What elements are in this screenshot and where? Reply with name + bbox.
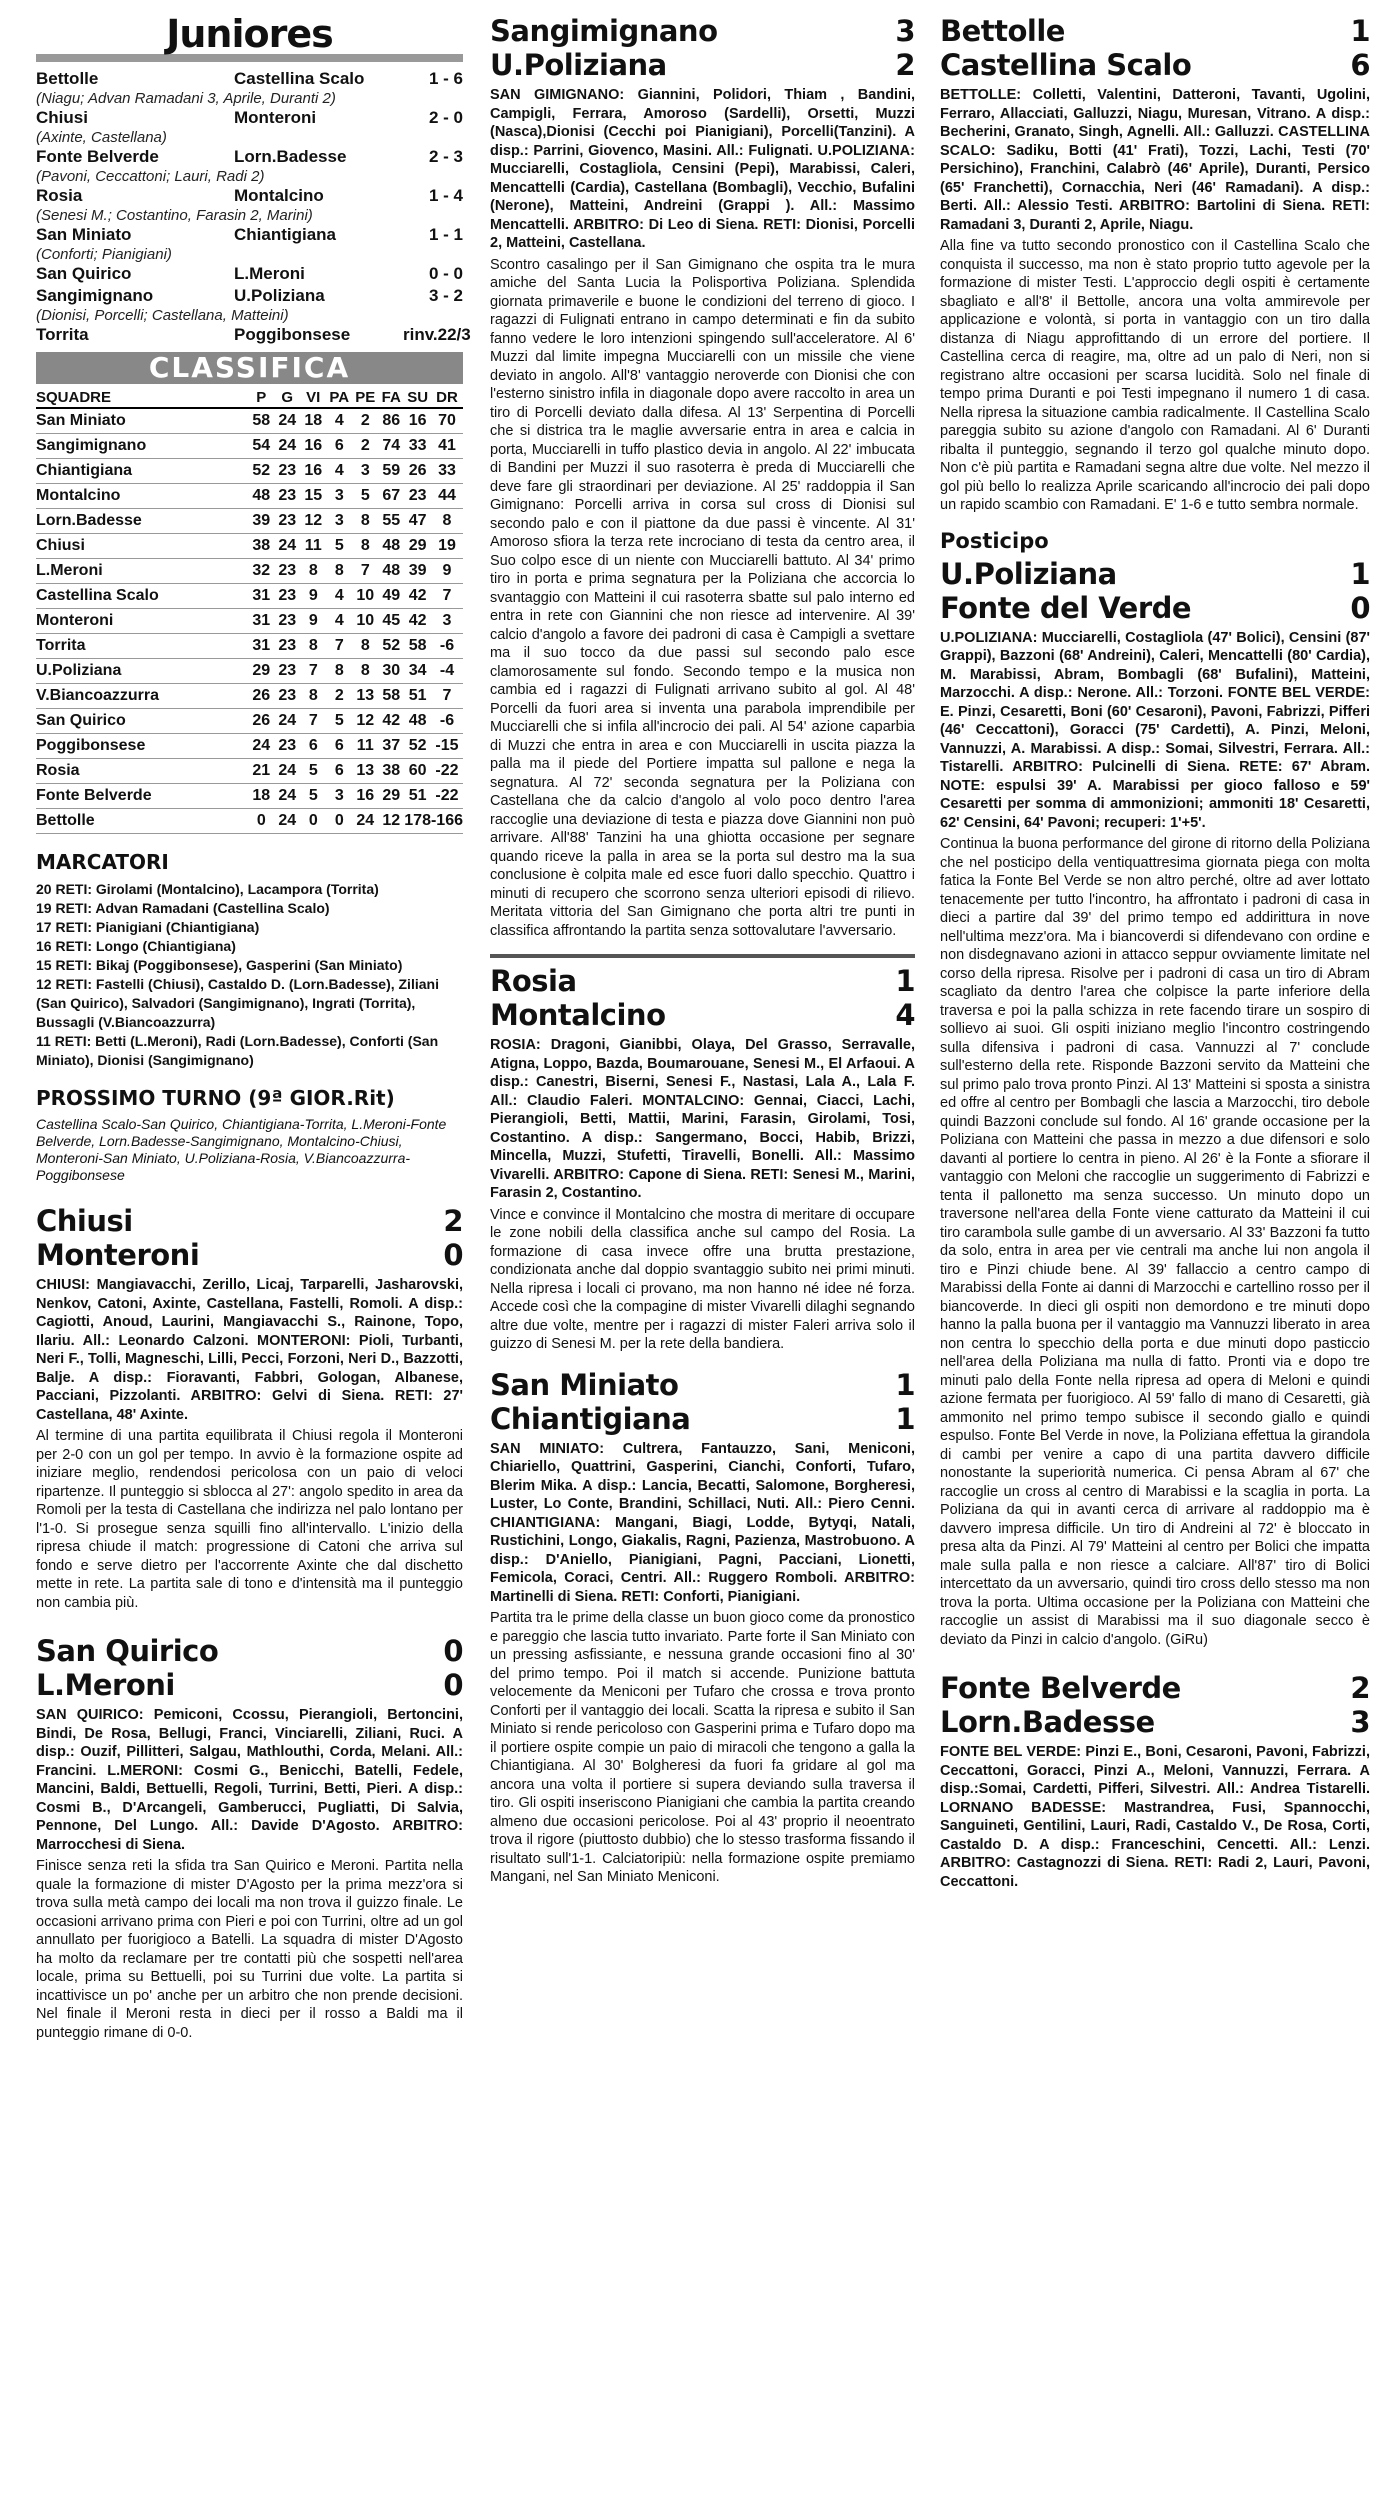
result-home: Sangimignano [36,286,154,305]
column-header: SQUADRE [36,388,248,408]
scorer-line: 15 RETI: Bikaj (Poggibonsese), Gasperini (San Miniato) [36,957,403,973]
stat-cell: 49 [378,584,404,609]
team-name: U.Poliziana [36,659,248,684]
table-row [36,759,463,784]
team-name: Bettolle [36,809,248,834]
stat-cell: 23 [274,484,300,509]
stat-cell: 59 [378,459,404,484]
match-fontebelverde [940,1671,1370,1891]
standings-table [36,388,463,834]
stat-cell: 51 [404,784,431,809]
stat-cell: 5 [300,759,326,784]
divider [490,954,915,958]
stat-cell: 16 [300,459,326,484]
stat-cell: 44 [431,484,463,509]
stat-cell: 9 [300,584,326,609]
table-row [36,684,463,709]
stat-cell: 18 [248,784,274,809]
stat-cell: 29 [378,784,404,809]
stat-cell: 10 [352,584,378,609]
result-away: Castellina Scalo [234,69,365,88]
stat-cell: 39 [404,559,431,584]
team-name: Chiusi [36,534,248,559]
stat-cell: 24 [274,534,300,559]
stat-cell: 5 [352,484,378,509]
away-team: Lorn.Badesse [940,1705,1155,1739]
scorer-line: 20 RETI: Girolami (Montalcino), Lacampora (Torrita) [36,881,379,897]
stat-cell: 12 [378,809,404,834]
turno-title: PROSSIMO TURNO (9ª GIOR.Rit) [36,1086,395,1110]
stat-cell: 13 [352,759,378,784]
stat-cell: 58 [404,634,431,659]
home-team: Chiusi [36,1204,133,1238]
scorer-line: 12 RETI: Fastelli (Chiusi), Castaldo D. (Lorn.Badesse), Ziliani (San Quirico), Salvadori (Sangimignano), Ingrati (Torrita), Bussagli (V.Biancoazzurra) [36,976,439,1030]
column-header: P [248,388,274,408]
stat-cell: 26 [248,684,274,709]
away-score: 6 [1350,48,1370,82]
lineups: CHIUSI: Mangiavacchi, Zerillo, Licaj, Tarparelli, Jasharovski, Nenkov, Catoni, Axinte, Castellana, Fastelli, Romoli. A disp.: Cagiotti, Anoud, Laurini, Mangiavacchi S., Rainone, Topo, Ilariu. All.: Leonardo Calzoni. MONTERONI: Pioli, Turbanti, Neri F., Tolli, Magneschi, Lilli, Pecci, Forzoni, Neri D., Bazzotti, Balje. A disp.: Fioravanti, Fabbri, Gologan, Albanese, Pacciani, Pizzolanti. ARBITRO: Gelvi di Siena. RETI: 27' Castellana, 48' Axinte. [36,1277,463,1423]
stat-cell: 3 [326,484,352,509]
stat-cell: 23 [404,484,431,509]
results-list [36,68,471,346]
result-home: San Miniato [36,225,132,244]
result-row [36,185,463,207]
stat-cell: 37 [378,734,404,759]
stat-cell: 52 [248,459,274,484]
home-score: 1 [1350,14,1370,48]
stat-cell: 48 [404,709,431,734]
stat-cell: 38 [378,759,404,784]
result-score: 2 - 3 [428,147,463,166]
stat-cell: 23 [274,634,300,659]
home-score: 1 [895,1367,915,1402]
match-report: Alla fine va tutto secondo pronostico con il Castellina Scalo che conquista il successo, ma non è stato proprio tutto agevole per la formazione di mister Testi. L'approccio degli ospiti è certamente sbagliato e all'8' il Bettolle, ancora una volta ammirevole per applicazione e volontà, si porta in vantaggio con un tiro dalla distanza di Niagu approfittando di un errore del portiere. Il Castellina cerca di reagire, ma, oltre ad un palo di Neri, non si registrano altre occasioni per scarsa lucidità. Solo nel finale di tempo prima Duranti e poi Testi impegnano il numero 1 di casa. Nella ripresa la situazione cambia radicalmente. Il Castellina Scalo pareggia subito su azione d'angolo con Ramadani. Al 6' Duranti ribalta il punteggio, segnando il terzo gol qualche minuto dopo. Non c'è più partita e Ramadani segna altre due volte. Nel mezzo il gol più bello lo realizza Aprile scaricando all'incrocio dei pali dopo un rapido scambio con Ramadani. E' 1-6 e tutto sembra normale. [940,238,1370,513]
column-left [36,12,471,2042]
away-score: 0 [443,1238,463,1272]
stat-cell: 24 [274,809,300,834]
result-row [36,224,463,246]
stat-cell: 8 [300,634,326,659]
result-score: 3 - 2 [428,286,463,305]
stat-cell: 41 [431,434,463,459]
match-poliziana [940,557,1370,1650]
match-chiusi [36,1204,463,1612]
stat-cell: -22 [431,759,463,784]
stat-cell: 12 [300,509,326,534]
team-name: Poggibonsese [36,734,248,759]
classifica-title: CLASSIFICA [36,352,463,384]
result-home: Fonte Belverde [36,147,159,166]
stat-cell: 6 [300,734,326,759]
away-team: L.Meroni [36,1668,175,1702]
result-row [36,146,463,168]
stat-cell: 31 [248,584,274,609]
result-score: 1 - 6 [428,69,463,88]
result-row [36,285,463,307]
stat-cell: -166 [431,809,463,834]
stat-cell: 24 [352,809,378,834]
stat-cell: 23 [274,659,300,684]
result-away: U.Poliziana [234,286,325,305]
stat-cell: 8 [300,559,326,584]
lineups: ROSIA: Dragoni, Gianibbi, Olaya, Del Grasso, Serravalle, Atigna, Loppo, Bazda, Boumarouane, Senesi M., El Arfaoui. A disp.: Canestri, Biserni, Senesi F., Nastasi, Lala A., Lala F. All.: Claudio Faleri. MONTALCINO: Gennai, Ciacci, Lachi, Pierangioli, Betti, Mattii, Marini, Farasin, Girolami, Tosi, Costantino. A disp.: Sangermano, Bocci, Habib, Brizzi, Mincella, Muzzi, Stufetti, Tiravelli, Bonelli. All.: Massimo Vivarelli. ARBITRO: Capone di Siena. RETI: Senesi M., Marini, Farasin 2, Costantino. [490,1037,915,1201]
home-score: 3 [895,14,915,48]
team-name: Lorn.Badesse [36,509,248,534]
table-row [36,484,463,509]
stat-cell: 6 [326,434,352,459]
stat-cell: 10 [352,609,378,634]
stat-cell: 58 [378,684,404,709]
stat-cell: 29 [404,534,431,559]
stat-cell: 0 [326,809,352,834]
home-score: 2 [443,1204,463,1238]
away-team: Castellina Scalo [940,48,1192,82]
lineups: SAN GIMIGNANO: Giannini, Polidori, Thiam , Bandini, Campigli, Ferrara, Amoroso (Sardelli), Orsetti, Muzzi (Nasca),Dionisi (Cecchi poi Pianigiani), Porcelli(Tanzini). A disp.: Parrini, Giovenco, Masini. All.: Fulignati. U.POLIZIANA: Mucciarelli, Costagliola, Censini (Pepi), Marabissi, Caleri, Mencattelli (Cardia), Castellana (Bombagli), Vecchio, Bufalini (Nerone), Matteini, Andreini (Grappi ). All.: Massimo Mencattelli. ARBITRO: Di Leo di Siena. RETI: Dionisi, Porcelli 2, Matteini, Castellana. [490,87,915,251]
stat-cell: 34 [404,659,431,684]
stat-cell: 74 [378,434,404,459]
table-row [36,734,463,759]
lineups: U.POLIZIANA: Mucciarelli, Costagliola (47' Bolici), Censini (87' Grappi), Bazzoni (68' Andreini), Caleri, Mencattelli (80' Cardia), M. Marabissi, Abram, Bombagli (68' Bufalini), Matteini, Marzocchi. A disp.: Nerone. All.: Torzoni. FONTE BEL VERDE: E. Pinzi, Cesaretti, Boni (60' Cesaroni), Pavoni, Fabrizzi, Pifferi (46' Ceccattoni), Goracci (75' Cardetti), A. Pinzi, Meloni, Vannuzzi, A. Marabissi. A disp.: Somai, Silvestri, Ferrara. All.: Tistarelli. ARBITRO: Pulcinelli di Siena. RETE: 67' Abram. NOTE: espulsi 39' A. Marabissi per gioco falloso e 59' Cesaretti per somma di ammonizioni; ammoniti 18' Cesaretti, 62' Censini, 64' Pavoni; recuperi: 1'+5'. [940,629,1370,831]
stat-cell: 4 [326,609,352,634]
match-report: Finisce senza reti la sfida tra San Quirico e Meroni. Partita nella quale la formazione di mister D'Agosto per la prima mezz'ora si trova sulla metà campo dei locali ma non trova il guizzo finale. Le occasioni arrivano prima con Pieri e poi con Turrini, oltre ad un gol annullato per fuorigioco a Batelli. La squadra di mister D'Agosto ha molto da reclamare per tre contatti più che sospetti nell'area locale, prima su Bettuelli, poi su Turrini due volte. La partita si incattivisce un po' anche per un arbitro che non prende decisioni. Nel finale il Meroni resta in dieci per il rosso a Baldi ma il punteggio rimane di 0-0. [36,1858,463,2041]
away-team: Fonte del Verde [940,590,1192,625]
table-row [36,784,463,809]
result-scorers: (Dionisi, Porcelli; Castellana, Matteini) [36,307,289,324]
team-name: Rosia [36,759,248,784]
result-score: 1 - 4 [428,186,463,205]
stat-cell: 7 [352,559,378,584]
stat-cell: 24 [274,759,300,784]
result-row [36,263,463,285]
home-score: 2 [1350,1671,1370,1705]
table-row [36,408,463,434]
stat-cell: 9 [300,609,326,634]
result-scorers: (Senesi M.; Costantino, Farasin 2, Marini) [36,207,313,224]
stat-cell: 9 [431,559,463,584]
stat-cell: 8 [352,509,378,534]
table-row [36,809,463,834]
team-name: Castellina Scalo [36,584,248,609]
table-row [36,584,463,609]
scorer-line: 11 RETI: Betti (L.Meroni), Radi (Lorn.Badesse), Conforti (San Miniato), Dionisi (Sangimignano) [36,1033,439,1068]
stat-cell: 11 [300,534,326,559]
stat-cell: 4 [326,584,352,609]
column-header: DR [431,388,463,408]
turno-text: Castellina Scalo-San Quirico, Chiantigiana-Torrita, L.Meroni-Fonte Belverde, Lorn.Badesse-Sangimignano, Montalcino-Chiusi, Monteroni-San Miniato, U.Poliziana-Rosia, V.Biancoazzurra-Poggibonsese [36,1116,447,1183]
stat-cell: 15 [300,484,326,509]
result-row [36,107,463,129]
team-name: Sangimignano [36,434,248,459]
result-home: San Quirico [36,264,132,283]
away-score: 1 [895,1401,915,1436]
stat-cell: 24 [274,709,300,734]
column-header: G [274,388,300,408]
stat-cell: 48 [248,484,274,509]
stat-cell: 55 [378,509,404,534]
stat-cell: 33 [431,459,463,484]
scorer-line: 19 RETI: Advan Ramadani (Castellina Scalo) [36,900,330,916]
away-team: Chiantigiana [490,1401,691,1436]
away-score: 4 [895,998,915,1032]
stat-cell: 26 [404,459,431,484]
team-name: San Quirico [36,709,248,734]
stat-cell: 16 [352,784,378,809]
result-score: 1 - 1 [428,225,463,244]
stat-cell: 24 [274,434,300,459]
stat-cell: 70 [431,408,463,434]
stat-cell: 7 [431,684,463,709]
stat-cell: 0 [248,809,274,834]
table-row [36,509,463,534]
match-report: Scontro casalingo per il San Gimignano che ospita tra le mura amiche del Santa Lucia la Polisportiva Poliziana. Splendida giornata primaverile e buone le condizioni del terreno di gioco. I ragazzi di Fulignati entrano in campo determinati e fin da subito fanno vedere le loro intenzioni spingendo sull'acceleratore. Al 6' Muzzi dal limite impegna Mucciarelli con un missile che viene deviato in angolo. All'8' vantaggio neroverde con Dionisi che con l'esterno sinistro infila in diagonale dopo avere raccolto in area un tiro di Porcelli deviato dalla difesa. Al 13' Serpentina di Porcelli che si districa tra le maglie avversarie entra in area e calcia in porta, Mucciarelli in tuffo plastico devia in angolo. Al 22' imbucata di Bandini per Muzzi il suo rasoterra è preda di Mucciarelli che deve fare gli straordinari per deviazione. Al 25' raddoppia il San Gimignano: Porcelli arriva in corsa sul cross di Dionisi sul secondo palo e con il piattone da due passi è vincente. Al 31' Amoroso sfiora la terza rete incrociano di testa da centro area, il Suo colpo esce di un niente con Mucciarelli battuto. Al 34' primo tiro in porta e prima segnatura per la Poliziana che accorcia lo svantaggio con Matteini il cui rasoterra sbatte sul palo interno ed entra in rete con Giannini che non riesce ad intervenire. Al 39' calcio d'angolo a favore dei padroni di casa è Campigli a svettare ma il suo tocco da due passi sul secondo palo esce clamorosamente sul fondo. Secondo tempo e la musica non cambia ed i ragazzi di Fulignati arrivano subito al gol. Al 48' Porcelli da fuori area si inventa una parabola imprendibile per Mucciarelli che si infila all'incrocio dei pali. Al 54' azione caparbia di Muzzi che entra in area e con Mucciarelli in uscita piazza la palla ma il piede del Portiere impatta sul pallone e nega la segnatura. Al 72' seconda segnatura per la Poliziana con Castellana che da calcio d'angolo al volo poco dentro l'area raccoglie una deviazione di testa e piazza dove Giannini non può arrivare. All'88' Tanzini ha una ghiotta occasione per segnare quando riceve la palla in area se la porta sul destro ma la sua conclusione è colpita male ed esce fuori dallo specchio. Quattro i minuti di recupero che scorrono senza ulteriori episodi di rilievo. Meritata vittoria del San Gimignano che porta altri tre punti in classifica affrontando la partita senza sottovalutare l'avversario. [490,256,915,939]
column-header: PE [352,388,378,408]
stat-cell: 4 [326,459,352,484]
stat-cell: -6 [431,709,463,734]
result-scorers: (Pavoni, Ceccattoni; Lauri, Radi 2) [36,168,265,185]
stat-cell: 8 [352,659,378,684]
stat-cell: -4 [431,659,463,684]
lineups: FONTE BEL VERDE: Pinzi E., Boni, Cesaroni, Pavoni, Fabrizzi, Ceccattoni, Goracci, Pinzi A., Meloni, Vannuzzi, Ferrara. A disp.:Somai, Cardetti, Pifferi, Silvestri. All.: Andrea Tistarelli. LORNANO BADESSE: Mastrandrea, Fusi, Spannocchi, Sanguineti, Gentilini, Lauri, Radi, Castaldo V., De Rosa, Corti, Castaldo D. A disp.: Franceschini, Cencetti. All.: Lenzi. ARBITRO: Castagnozzi di Siena. RETI: Radi 2, Lauri, Pavoni, Ceccattoni. [940,1744,1370,1890]
away-score: 0 [443,1668,463,1702]
table-row [36,709,463,734]
result-scorers: (Niagu; Advan Ramadani 3, Aprile, Duranti 2) [36,90,336,107]
stat-cell: 23 [274,584,300,609]
away-score: 0 [1350,590,1370,625]
stat-cell: 6 [326,759,352,784]
table-row [36,434,463,459]
result-away: Poggibonsese [234,325,351,344]
result-away: Montalcino [234,186,324,205]
stat-cell: 8 [326,559,352,584]
result-home: Bettolle [36,69,99,88]
stat-cell: 24 [274,784,300,809]
stat-cell: 23 [274,734,300,759]
stat-cell: 3 [352,459,378,484]
stat-cell: -6 [431,634,463,659]
stat-cell: 86 [378,408,404,434]
stat-cell: 5 [326,709,352,734]
stat-cell: 31 [248,634,274,659]
lineups: SAN QUIRICO: Pemiconi, Ccossu, Pierangioli, Bertoncini, Bindi, De Rosa, Bellugi, Franci, Vinciarelli, Ziliani, Ruci. A disp.: Ouzif, Pillitteri, Salgau, Mathlouthi, Corda, Melani. All.: Francini. L.MERONI: Cosmi G., Benicchi, Batelli, Fedele, Mancini, Baldi, Bettuelli, Regoli, Turrini, Betti, Pieri. A disp.: Cosmi B., D'Arcangeli, Gamberucci, Pugliatti, Di Salvia, Pennone, Del Lungo. All.: Davide D'Agosto. ARBITRO: Marrocchesi di Siena. [36,1707,463,1853]
result-home: Chiusi [36,108,88,127]
stat-cell: 7 [431,584,463,609]
home-score: 1 [895,964,915,998]
home-team: Fonte Belverde [940,1671,1181,1705]
home-team: San Miniato [490,1367,679,1402]
away-score: 3 [1350,1705,1370,1739]
home-team: Rosia [490,964,577,998]
stat-cell: 23 [274,509,300,534]
home-team: Bettolle [940,14,1065,48]
home-team: U.Poliziana [940,556,1117,591]
stat-cell: 3 [326,784,352,809]
stat-cell: 23 [274,684,300,709]
stat-cell: 23 [274,459,300,484]
result-scorers: (Axinte, Castellana) [36,129,167,146]
stat-cell: 52 [378,634,404,659]
stat-cell: 67 [378,484,404,509]
table-row [36,634,463,659]
stat-cell: 42 [404,584,431,609]
stat-cell: 8 [300,684,326,709]
stat-cell: 3 [326,509,352,534]
stat-cell: 45 [378,609,404,634]
scorer-line: 17 RETI: Pianigiani (Chiantigiana) [36,919,260,935]
table-row [36,609,463,634]
column-header: SU [404,388,431,408]
match-report: Vince e convince il Montalcino che mostra di meritare di occupare le zone nobili della classifica anche sul campo del Rosia. La formazione di casa invece offre una brutta prestazione, condizionata anche dal doppio svantaggio subito nei primi minuti. Nella ripresa i locali ci provano, ma non hanno né idee né forza. Accede così che la compagine di mister Vivarelli dilaghi segnando altre due volte, mentre per i ragazzi di mister Faleri arriva solo il guizzo di Senesi M. per la rete della bandiera. [490,1206,915,1352]
away-team: Monteroni [36,1238,200,1272]
marcatori-title: MARCATORI [36,850,169,874]
stat-cell: 7 [326,634,352,659]
stat-cell: 12 [352,709,378,734]
column-header: FA [378,388,404,408]
team-name: Chiantigiana [36,459,248,484]
stat-cell: 26 [248,709,274,734]
stat-cell: 42 [404,609,431,634]
table-row [36,534,463,559]
stat-cell: 2 [352,408,378,434]
stat-cell: 31 [248,609,274,634]
team-name: Torrita [36,634,248,659]
result-away: L.Meroni [234,264,305,283]
column-header: VI [300,388,326,408]
stat-cell: 2 [352,434,378,459]
column-right [940,14,1370,1891]
result-score: 0 - 0 [428,264,463,283]
away-score: 2 [895,48,915,82]
stat-cell: 48 [378,534,404,559]
stat-cell: 8 [352,634,378,659]
stat-cell: 51 [404,684,431,709]
team-name: Montalcino [36,484,248,509]
result-score: 2 - 0 [428,108,463,127]
column-header: PA [326,388,352,408]
posticipo-label: Posticipo [940,528,1049,553]
stat-cell: 38 [248,534,274,559]
stat-cell: 7 [300,659,326,684]
result-away: Chiantigiana [234,225,337,244]
stat-cell: 11 [352,734,378,759]
stat-cell: 23 [274,559,300,584]
result-scorers: (Conforti; Pianigiani) [36,246,172,263]
column-middle [490,14,915,1887]
stat-cell: 0 [300,809,326,834]
stat-cell: 13 [352,684,378,709]
stat-cell: -22 [431,784,463,809]
stat-cell: 30 [378,659,404,684]
stat-cell: 24 [248,734,274,759]
match-rosia [490,964,915,1354]
stat-cell: 23 [274,609,300,634]
stat-cell: 48 [378,559,404,584]
team-name: V.Biancoazzurra [36,684,248,709]
stat-cell: 4 [326,408,352,434]
match-sangimignano [490,14,915,940]
stat-cell: 8 [352,534,378,559]
scorers-list [36,880,463,1070]
stat-cell: 33 [404,434,431,459]
stat-cell: 18 [300,408,326,434]
stat-cell: 39 [248,509,274,534]
home-score: 0 [443,1634,463,1668]
stat-cell: 47 [404,509,431,534]
lineups: SAN MINIATO: Cultrera, Fantauzzo, Sani, Meniconi, Chiariello, Quattrini, Gasperini, Cianchi, Conforti, Tufaro, Blerim Mika. A disp.: Lancia, Becatti, Salomone, Borgheresi, Luster, Lo Conte, Brandini, Schillaci, Nuti. All.: Piero Cenni. CHIANTIGIANA: Mangani, Biagi, Lodde, Bytyqi, Natali, Rustichini, Longo, Giakalis, Ragni, Pazienza, Mastrobuono. A disp.: D'Aniello, Pianigiani, Pagni, Pacciani, Lionetti, Femicola, Coraci, Centri. All.: Ruggero Romboli. ARBITRO: Martinelli di Siena. RETI: Conforti, Pianigiani. [490,1440,915,1605]
stat-cell: 3 [431,609,463,634]
result-away: Lorn.Badesse [234,147,347,166]
stat-cell: 29 [248,659,274,684]
home-score: 1 [1350,556,1370,591]
team-name: Monteroni [36,609,248,634]
match-report: Al termine di una partita equilibrata il Chiusi regola il Monteroni per 2-0 con un gol per tempo. In avvio è la formazione ospite ad iniziare meglio, rendendosi pericolosa con un paio di veloci ripartenze. Il punteggio si sblocca al 27': angolo spedito in area da Romoli per la testa di Castellana che indirizza nel palo lontano per l'1-0. Si prosegue senza squilli fino all'intervallo. L'inizio della ripresa chiude il match: progressione di Catoni che arriva sul fondo e serve dietro per l'accorrente Axinte che dal dischetto mette in rete. La partita sale di tono e d'intensità ma il punteggio non cambia più. [36,1428,463,1611]
stat-cell: 21 [248,759,274,784]
result-away: Monteroni [234,108,317,127]
result-home: Torrita [36,325,89,344]
match-sanquirico [36,1634,463,2042]
team-name: San Miniato [36,408,248,434]
lineups: BETTOLLE: Colletti, Valentini, Datteroni, Tavanti, Ugolini, Ferraro, Allacciati, Galluzzi, Niagu, Muresan, Vitrano. A disp.: Becherini, Granato, Singh, Agnelli. All.: Galluzzi. CASTELLINA SCALO: Sadiku, Botti (41' Frati), Tozzi, Lachi, Testi (70' Persichino), Franchini, Calabrò (46' Aprile), Duranti, Persico (65' Franchetti), Cornacchia, Neri (46' Ramadani). A disp.: Berti. All.: Alessio Testi. ARBITRO: Bartolini di Siena. RETI: Ramadani 3, Duranti 2, Aprile, Niagu. [940,87,1370,233]
stat-cell: 7 [300,709,326,734]
table-row [36,459,463,484]
away-team: Montalcino [490,998,666,1032]
stat-cell: 32 [248,559,274,584]
stat-cell: 52 [404,734,431,759]
stat-cell: 8 [326,659,352,684]
juniores-title: Juniores [36,14,463,62]
home-team: Sangimignano [490,14,718,48]
stat-cell: 16 [300,434,326,459]
stat-cell: 2 [326,684,352,709]
match-report: Partita tra le prime della classe un buon gioco come da pronostico e pareggio che lascia tutto invariato. Parte forte il San Miniato con un pressing asfissiante, e nessuna grande occasioni fino al 30' del primo tempo. Poi il match si accende. Punizione battuta velocemente da Meniconi per Tufaro che crossa e trova pronto Conforti per il vantaggio dei locali. Scatta la ripresa e subito il San Miniato si rende pericoloso con Gasperini prima e Tufaro dopo ma il portiere ospite compie un paio di miracoli che tengono a galla la Chiantigiana. Al 30' Bolgheresi da fuori fa gridare al gol ma ancora una volta il portiere si supera deviando sulla traversa il tiro. Gli ospiti inseriscono Pianigiani che cambia la partita creando almeno due occasioni pericolose. Poi al 43' proprio il neoentrato trova il rigore (piuttosto dubbio) che lo stesso trasforma fissando il risultato sull'1-1. Calciatoripiù: nella formazione ospite premiamo Mangani, nel San Miniato Meniconi. [490,1610,915,1885]
stat-cell: 5 [326,534,352,559]
stat-cell: 178 [404,809,431,834]
match-bettolle [940,14,1370,515]
stat-cell: 60 [404,759,431,784]
stat-cell: 54 [248,434,274,459]
table-row [36,559,463,584]
result-row [36,68,463,90]
match-report: Continua la buona performance del girone di ritorno della Poliziana che nel posticipo della ventiquattresima giornata piega con molta fatica la Fonte Bel Verde se non altro perché, oltre ad aver lottato tenacemente per tutto l'incontro, ha affrontato i padroni di casa in dieci a partire dal 39' del primo tempo ed addirittura in nove nell'ultima mezz'ora. Ma i biancoverdi si difendevano con ordine e non disdegnavano azioni in attacco seppur ovviamente limitate nel corso della ripresa. Risolve per i padroni di casa un tiro di Abram scagliato da dentro l'area che colpisce la parte inferiore della traversa e poi la palla schizza in rete facendo tirare un sospiro di sollievo ai suoi. Gli ospiti iniziano meglio l'incontro costringendo sulla difensiva i padroni di casa. Vannuzzi al 7' conclude sull'esterno della rete. Risponde Bazzoni servito da Matteini che sul primo palo trova pronto Pinzi. Al 13' Matteini si sposta a sinistra ed offre al centro per Bombagli che lascia a Marzocchi, tiro debole quindi Bazzoni conclude sul fondo. Al 16' grande occasione per la Poliziana con Matteini che passa in mezzo a due difensori e solo davanti al portiere lo centra in pieno. Al 26' è la Fonte a sfiorare il vantaggio con Meloni che raccoglie un suggerimento di Fabrizzi e tenta il pallonetto ma senza successo. Un minuto dopo un traversone nell'area della Fonte viene catturato da Matteini il cui tiro carambola sulle gambe di un avversario. Al 33' Bazzoni fa tutto da solo, entra in area per vie centrali ma anche lui non angola il tiro e Pinzi chiude bene. Al 39' fallaccio a centro campo di Marabissi della Fonte ai danni di Marzocchi e cartellino rosso per il biancoverde. In dieci gli ospiti non demordono e tre minuti dopo hanno la palla buona per il vantaggio ma Vannuzzi liberato in area non centra lo specchio della porta e due minuti dopo pasticcio nell'area della Poliziana ma nulla di fatto. Pronti via e dopo tre minuti palo della Fonte nella ripresa ad opera di Meloni e quindi azione fermata per fuorigioco. Al 59' fallo di mano di Cesaretti, già ammonito nel primo tempo subisce il secondo giallo e quindi espulso. Fonte Bel Verde in nove, la Poliziana effettua la girandola di cambi per venire a capo di una partita davvero difficile nonostante la superiorità numerica. Ci pensa Abram al 67' che raccoglie un cross al centro di Marabissi e la scaglia in porta. La Poliziana da qui in avanti cerca di arrivare al raddoppio ma è davvero impresa difficile. Un tiro di Andreini al 72' è bloccato in presa alta da Pinzi. Al 79' Matteini al centro per Bolici che impatta male sulla palla e non riesce a calciare. All'87' tiro di Bolici intercettato da un avversario, quindi tiro cross dello stesso ma non trova la porta. Ultima occasione per la Poliziana con Matteini che raccoglie un assist di Marabissi ma il suo diagonale secco è deviato da Pinzi in calcio d'angolo. (GiRu) [940,836,1370,1648]
result-row [36,324,471,346]
table-row [36,659,463,684]
stat-cell: 19 [431,534,463,559]
stat-cell: 58 [248,408,274,434]
stat-cell: 8 [431,509,463,534]
result-score: rinv.22/3 [403,325,471,344]
result-home: Rosia [36,186,83,205]
team-name: L.Meroni [36,559,248,584]
home-team: San Quirico [36,1634,219,1668]
stat-cell: -15 [431,734,463,759]
team-name: Fonte Belverde [36,784,248,809]
away-team: U.Poliziana [490,48,667,82]
scorer-line: 16 RETI: Longo (Chiantigiana) [36,938,236,954]
match-sanminiato [490,1368,915,1887]
stat-cell: 16 [404,408,431,434]
stat-cell: 5 [300,784,326,809]
stat-cell: 42 [378,709,404,734]
stat-cell: 24 [274,408,300,434]
stat-cell: 6 [326,734,352,759]
